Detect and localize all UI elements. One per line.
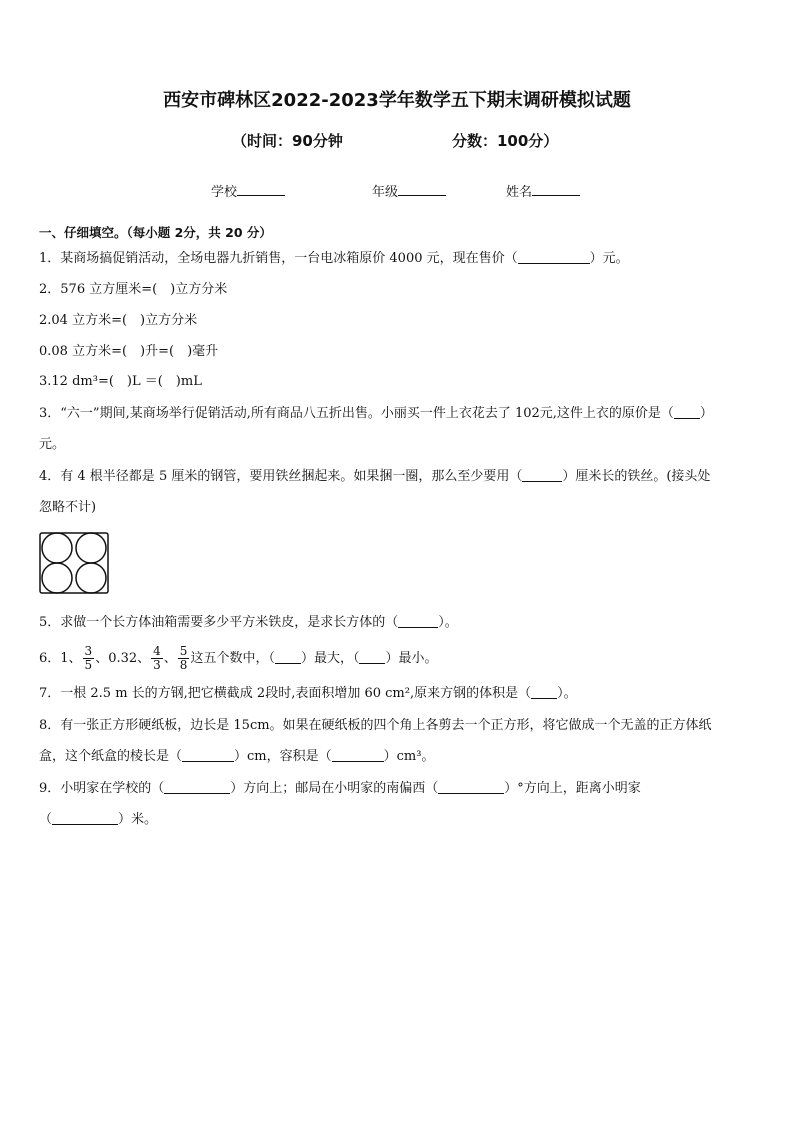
- question-1-text: 1．某商场搞促销活动，全场电器九折销售，一台电冰箱原价 4000 元，现在售价（: [39, 251, 518, 266]
- question-5: [39, 608, 759, 638]
- answer-blank[interactable]: [531, 684, 557, 699]
- answer-blank[interactable]: [275, 649, 301, 664]
- time-info: （时间：90分钟: [232, 132, 343, 150]
- question-8-cont: [39, 742, 759, 772]
- fraction-denominator: 3: [153, 658, 161, 672]
- name-label: 姓名: [506, 185, 533, 200]
- question-5-text: 5．求做一个长方体油箱需要多少平方米铁皮，是求长方体的（: [39, 615, 399, 630]
- question-3-text: 3．“六一”期间,某商场举行促销活动,所有商品八五折出售。小丽买一件上衣花去了 102元,这件上衣的原价是（: [39, 406, 674, 421]
- question-6-text: 6．1、: [39, 651, 82, 666]
- pipe-circle: [42, 563, 72, 593]
- fraction-denominator: 8: [179, 658, 188, 672]
- question-2c: 0.08 立方米=( )升=( )毫升: [39, 344, 219, 359]
- question-6-text: ）最大，（: [300, 651, 360, 666]
- name-field[interactable]: [506, 181, 580, 200]
- binding-wire: [40, 533, 108, 593]
- answer-blank[interactable]: [398, 613, 438, 628]
- fraction-numerator: 4: [153, 644, 161, 658]
- question-4-cont: 忽略不计): [39, 500, 97, 515]
- answer-blank[interactable]: [518, 249, 590, 264]
- question-9-text: ）°方向上，距离小明家: [504, 781, 641, 796]
- question-2d: 3.12 dm³=( )L ＝( )mL: [39, 374, 202, 389]
- question-9-text: （: [39, 812, 53, 827]
- question-7: [39, 679, 759, 709]
- fraction: [83, 645, 95, 672]
- fraction: [178, 645, 190, 672]
- question-2a: 2．576 立方厘米=( )立方分米: [39, 282, 228, 297]
- question-7-text-end: ）。: [557, 686, 577, 701]
- school-field[interactable]: [211, 181, 285, 200]
- grade-blank[interactable]: [398, 183, 446, 196]
- question-9-text: 9．小明家在学校的（: [39, 781, 165, 796]
- question-9: [39, 774, 759, 804]
- answer-blank[interactable]: [674, 404, 700, 419]
- fraction-numerator: 3: [84, 644, 93, 658]
- question-3: [39, 399, 759, 429]
- answer-blank[interactable]: [438, 779, 504, 794]
- fraction: [151, 645, 163, 672]
- question-3-text-mid: ）: [699, 406, 713, 421]
- grade-label: 年级: [372, 185, 399, 200]
- question-4-text-mid: ）厘米长的铁丝。(接头处: [562, 469, 711, 484]
- question-6-text: 、: [163, 651, 177, 666]
- question-2b: 2.04 立方米=( )立方分米: [39, 313, 198, 328]
- question-8-text-end: ）cm³。: [383, 749, 435, 764]
- answer-blank[interactable]: [332, 747, 384, 762]
- name-blank[interactable]: [532, 183, 580, 196]
- score-info: 分数：100分）: [452, 132, 559, 150]
- answer-blank[interactable]: [182, 747, 234, 762]
- answer-blank[interactable]: [164, 779, 230, 794]
- question-9-cont: [39, 805, 759, 835]
- school-blank[interactable]: [237, 183, 285, 196]
- question-6: [39, 644, 759, 674]
- question-8-text: 盒，这个纸盒的棱长是（: [39, 749, 183, 764]
- question-4-text: 4．有 4 根半径都是 5 厘米的钢管，要用铁丝捆起来。如果捆一圈，那么至少要用（: [39, 469, 523, 484]
- question-8: 8．有一张正方形硬纸板，边长是 15cm。如果在硬纸板的四个角上各剪去一个正方形，将它做成一个无盖的正方体纸: [39, 718, 712, 733]
- question-9-text-end: ）米。: [118, 812, 158, 827]
- answer-blank[interactable]: [52, 810, 118, 825]
- pipe-bundle-figure: [39, 532, 111, 596]
- section-heading: 一、仔细填空。（每小题 2分，共 20 分）: [39, 225, 272, 240]
- question-8-text: ）cm，容积是（: [234, 749, 332, 764]
- answer-blank[interactable]: [359, 649, 385, 664]
- answer-blank[interactable]: [522, 467, 562, 482]
- question-6-text: 这五个数中，（: [190, 651, 275, 666]
- question-9-text: ）方向上；邮局在小明家的南偏西（: [230, 781, 439, 796]
- question-6-text-end: ）最小。: [385, 651, 438, 666]
- page-title: 西安市碑林区2022-2023学年数学五下期末调研模拟试题: [163, 90, 631, 111]
- school-label: 学校: [211, 185, 238, 200]
- pipe-circle: [76, 533, 106, 563]
- question-1-text-end: ）元。: [589, 251, 629, 266]
- question-1: [39, 244, 759, 274]
- pipe-circle: [76, 563, 106, 593]
- pipe-circle: [42, 533, 72, 563]
- question-3-cont: 元。: [39, 437, 66, 452]
- question-7-text: 7．一根 2.5 m 长的方钢,把它横截成 2段时,表面积增加 60 cm²,原来方钢的体积是（: [39, 686, 532, 701]
- question-4: [39, 462, 759, 492]
- question-5-text-end: ）。: [438, 615, 458, 630]
- fraction-denominator: 5: [84, 658, 93, 672]
- fraction-numerator: 5: [179, 644, 188, 658]
- question-6-text: 、0.32、: [95, 651, 151, 666]
- grade-field[interactable]: [372, 181, 446, 200]
